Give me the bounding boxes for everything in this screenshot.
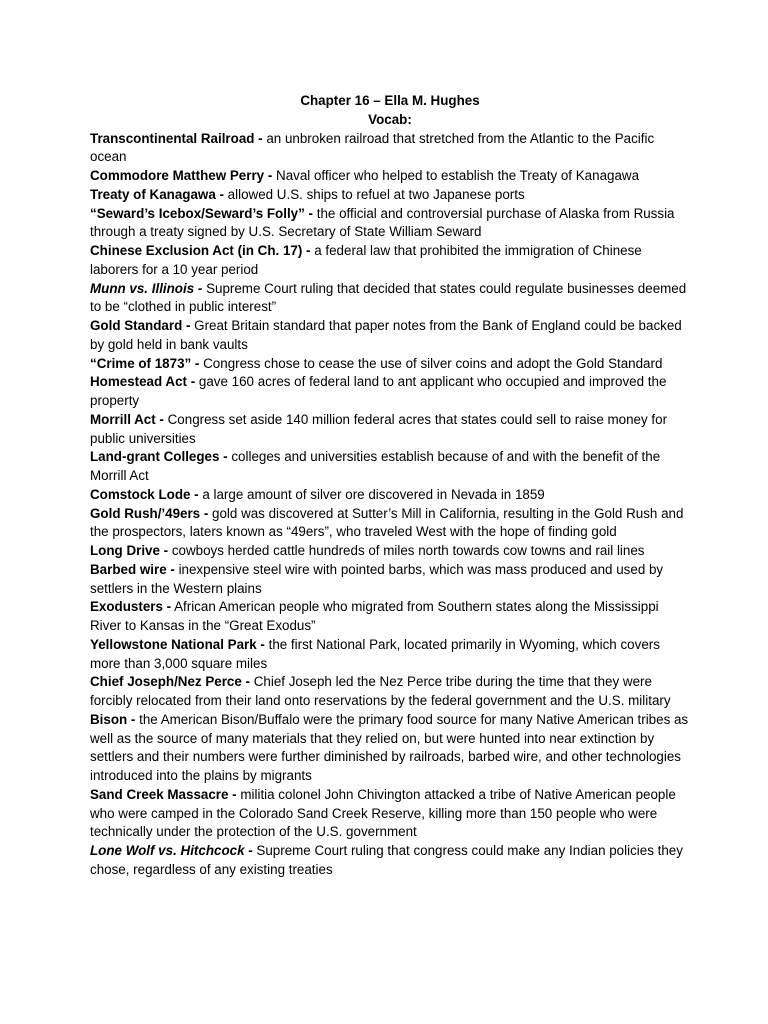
vocab-term: Comstock Lode - bbox=[90, 486, 199, 502]
vocab-entry bbox=[90, 167, 690, 186]
vocab-definition: African American people who migrated from Southern states along the Mississippi River to Kansas in the “Great Exodus” bbox=[90, 599, 659, 633]
vocab-entry bbox=[90, 280, 690, 318]
document-page bbox=[90, 92, 690, 880]
vocab-entry bbox=[90, 673, 690, 711]
vocab-definition: a large amount of silver ore discovered in Nevada in 1859 bbox=[198, 486, 545, 502]
vocab-term: Barbed wire - bbox=[90, 561, 175, 577]
vocab-term: Bison - bbox=[90, 711, 136, 727]
document-title: Chapter 16 – Ella M. Hughes bbox=[300, 93, 480, 108]
vocab-term: Land-grant Colleges - bbox=[90, 449, 228, 465]
vocab-definition: Naval officer who helped to establish the Treaty of Kanagawa bbox=[272, 168, 640, 183]
vocab-entry bbox=[90, 411, 690, 449]
vocab-term: Exodusters - bbox=[90, 599, 172, 615]
vocab-definition: cowboys herded cattle hundreds of miles north towards cow towns and rail lines bbox=[168, 543, 645, 558]
document-subtitle: Vocab: bbox=[368, 111, 412, 127]
vocab-entry bbox=[90, 486, 690, 505]
vocab-definition: the first National Park, located primarily in Wyoming, which covers more than 3,000 square miles bbox=[90, 636, 660, 671]
vocab-definition: gave 160 acres of federal land to ant applicant who occupied and improved the property bbox=[90, 374, 667, 408]
vocab-entry bbox=[90, 561, 690, 599]
vocab-term: Sand Creek Massacre - bbox=[90, 786, 237, 802]
vocab-entry bbox=[90, 130, 690, 168]
vocab-definition: Chief Joseph led the Nez Perce tribe during the time that they were forcibly relocated from their land onto reservations by the federal government and the U.S. military bbox=[90, 674, 671, 708]
vocab-entry bbox=[90, 205, 690, 243]
vocab-term: Gold Standard - bbox=[90, 318, 191, 333]
vocab-definition: Congress chose to cease the use of silver coins and adopt the Gold Standard bbox=[199, 355, 663, 371]
vocab-entry bbox=[90, 636, 690, 674]
vocab-term: Transcontinental Railroad - bbox=[90, 130, 263, 146]
vocab-definition: Congress set aside 140 million federal acres that states could sell to raise money for public universities bbox=[90, 411, 668, 446]
vocab-entry bbox=[90, 373, 690, 411]
vocab-term: Chinese Exclusion Act (in Ch. 17) - bbox=[90, 243, 311, 258]
vocab-entry bbox=[90, 448, 690, 486]
vocab-term: Yellowstone National Park - bbox=[90, 636, 265, 652]
vocab-term: Long Drive - bbox=[90, 543, 169, 558]
vocab-term: Morrill Act - bbox=[90, 411, 164, 427]
vocab-definition: a federal law that prohibited the immigration of Chinese laborers for a 10 year period bbox=[90, 243, 642, 277]
vocab-definition: inexpensive steel wire with pointed barbs, which was mass produced and used by settlers in the Western plains bbox=[90, 561, 664, 596]
vocab-entry bbox=[90, 186, 690, 205]
vocab-entry bbox=[90, 842, 690, 880]
vocab-term: “Crime of 1873” - bbox=[90, 355, 200, 371]
vocab-definition: the American Bison/Buffalo were the primary food source for many Native American tribes as well as the source of many materials that they relied on, but were hunted into near extinction by settlers and their numbers were further diminished by railroads, barbed wire, and other technologies introduced into the plains by migrants bbox=[90, 711, 689, 783]
vocab-term: Lone Wolf vs. Hitchcock - bbox=[90, 843, 253, 858]
vocab-entry bbox=[90, 542, 690, 561]
vocab-term: “Seward’s Icebox/Seward’s Folly” - bbox=[90, 205, 314, 221]
vocab-definition: the official and controversial purchase of Alaska from Russia through a treaty signed by U.S. Secretary of State William Seward bbox=[90, 205, 675, 240]
vocab-term: Commodore Matthew Perry - bbox=[90, 168, 273, 183]
vocab-definition: allowed U.S. ships to refuel at two Japanese ports bbox=[223, 186, 525, 202]
vocab-entry bbox=[90, 317, 690, 355]
vocab-definition: gold was discovered at Sutter’s Mill in California, resulting in the Gold Rush and the prospectors, laters known as “49ers”, who traveled West with the hope of finding gold bbox=[90, 505, 684, 540]
vocab-definition: Supreme Court ruling that congress could make any Indian policies they chose, regardless of any existing treaties bbox=[90, 843, 683, 877]
vocab-definition: an unbroken railroad that stretched from the Atlantic to the Pacific ocean bbox=[90, 130, 655, 165]
vocab-entry bbox=[90, 505, 690, 543]
vocab-entry bbox=[90, 711, 690, 786]
vocab-term: Munn vs. Illinois - bbox=[90, 280, 203, 296]
vocab-definition: Supreme Court ruling that decided that states could regulate businesses deemed to be “clothed in public interest” bbox=[90, 280, 687, 315]
vocab-entry bbox=[90, 598, 690, 636]
vocab-entry bbox=[90, 242, 690, 280]
vocab-entry bbox=[90, 786, 690, 842]
vocab-definition: Great Britain standard that paper notes from the Bank of England could be backed by gold held in bank vaults bbox=[90, 318, 682, 352]
vocab-term: Treaty of Kanagawa - bbox=[90, 186, 224, 202]
vocab-entry bbox=[90, 355, 690, 374]
vocab-list bbox=[90, 130, 690, 880]
vocab-term: Homestead Act - bbox=[90, 374, 196, 390]
vocab-definition: colleges and universities establish because of and with the benefit of the Morrill Act bbox=[90, 449, 661, 483]
vocab-term: Gold Rush/’49ers - bbox=[90, 505, 209, 521]
vocab-definition: militia colonel John Chivington attacked a tribe of Native American people who were camped in the Colorado Sand Creek Reserve, killing more than 150 people who were technically under the protection of the U.S. government bbox=[90, 786, 676, 840]
vocab-term: Chief Joseph/Nez Perce - bbox=[90, 674, 250, 690]
